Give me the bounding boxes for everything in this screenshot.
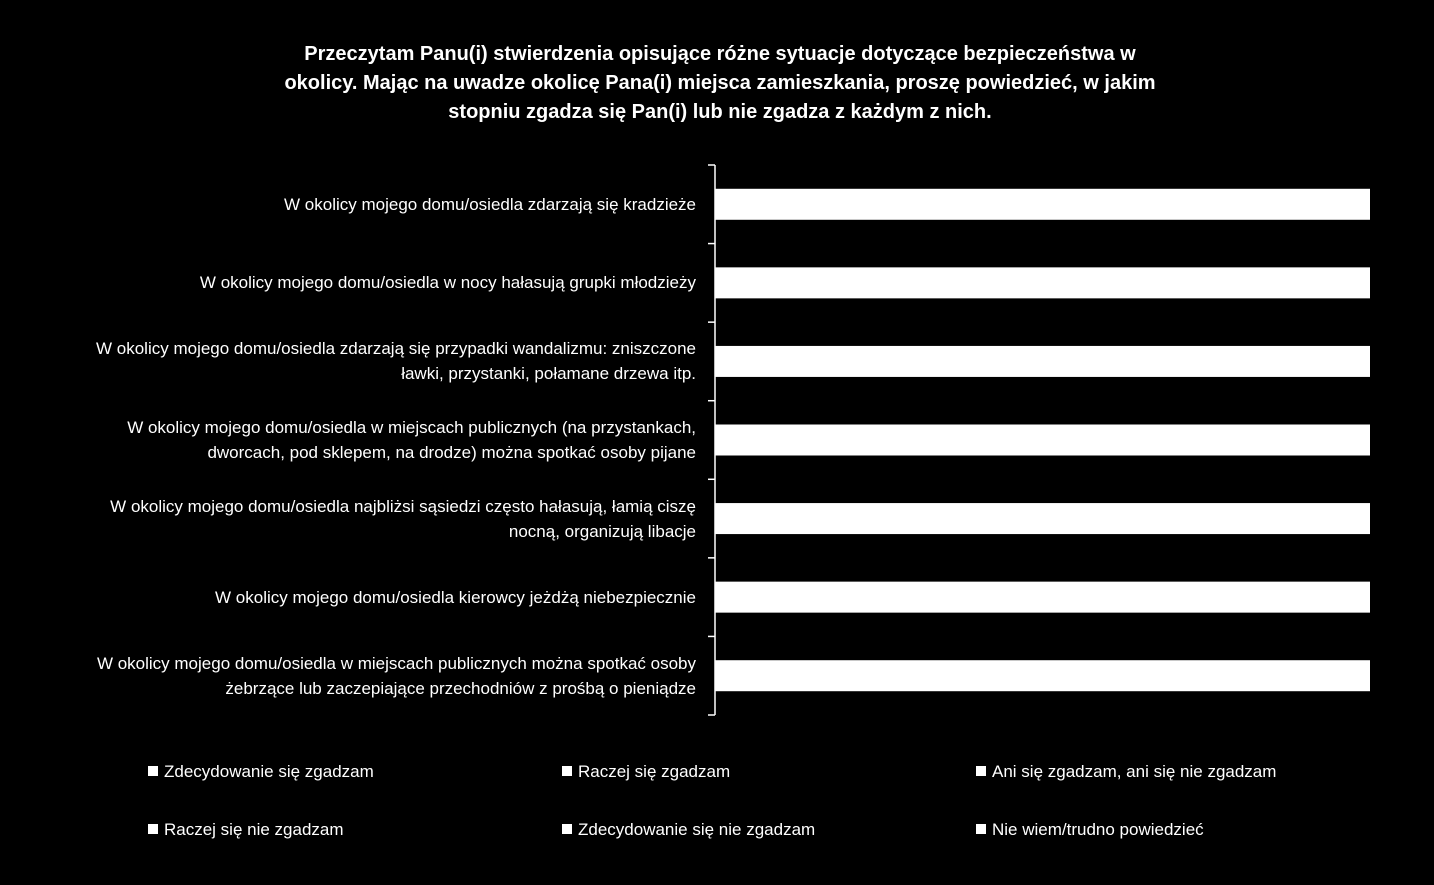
legend-label: Raczej się nie zgadzam — [164, 820, 344, 839]
legend-label: Zdecydowanie się nie zgadzam — [578, 820, 816, 839]
category-label-line: żebrzące lub zaczepiające przechodniów z prośbą o pieniądze — [225, 678, 696, 698]
bar — [715, 582, 1370, 613]
category-label-line: W okolicy mojego domu/osiedla najbliżsi sąsiedzi często hałasują, łamią ciszę — [110, 496, 696, 516]
category-label-line: ławki, przystanki, połamane drzewa itp. — [401, 364, 696, 384]
category-label — [6, 336, 696, 386]
category-label — [6, 270, 696, 295]
legend-item — [976, 819, 1204, 841]
legend-swatch — [562, 824, 572, 834]
chart-title-line: stopniu zgadza się Pan(i) lub nie zgadza z każdym z nich. — [448, 101, 992, 123]
legend-swatch — [562, 766, 572, 776]
category-label-line: W okolicy mojego domu/osiedla zdarzają się kradzieże — [284, 194, 696, 214]
category-label — [6, 651, 696, 701]
legend-item — [148, 819, 344, 841]
category-label-line: dworcach, pod sklepem, na drodze) można spotkać osoby pijane — [207, 443, 696, 462]
bar — [715, 503, 1370, 534]
legend-label: Raczej się zgadzam — [578, 762, 731, 781]
category-label — [6, 494, 696, 544]
category-label-line: W okolicy mojego domu/osiedla w miejscach publicznych można spotkać osoby — [96, 653, 696, 673]
legend-item — [562, 819, 815, 841]
chart-title-line: okolicy. Mając na uwadze okolicę Pana(i) miejsca zamieszkania, proszę powiedzieć, w jakim — [284, 72, 1156, 94]
category-label-line: W okolicy mojego domu/osiedla kierowcy jeżdżą niebezpiecznie — [215, 587, 696, 607]
category-label-line: W okolicy mojego domu/osiedla w miejscach publicznych (na przystankach, — [127, 418, 696, 437]
category-label-line: nocną, organizują libacje — [508, 521, 696, 541]
category-label-line: W okolicy mojego domu/osiedla zdarzają się przypadki wandalizmu: zniszczone — [96, 339, 696, 359]
bar — [715, 425, 1370, 456]
legend-swatch — [976, 766, 986, 776]
category-label-line: W okolicy mojego domu/osiedla w nocy hałasują grupki młodzieży — [199, 273, 696, 293]
bar — [715, 267, 1370, 298]
chart-title-line: Przeczytam Panu(i) stwierdzenia opisujące różne sytuacje dotyczące bezpieczeństwa w — [304, 43, 1136, 65]
legend-swatch — [148, 824, 158, 834]
category-label — [6, 415, 696, 465]
category-label — [6, 192, 696, 217]
legend-label: Nie wiem/trudno powiedzieć — [992, 820, 1204, 839]
bar — [715, 189, 1370, 220]
legend-item — [148, 761, 374, 783]
bar — [715, 346, 1370, 377]
legend-label: Ani się zgadzam, ani się nie zgadzam — [992, 762, 1277, 781]
legend-swatch — [976, 824, 986, 834]
category-label — [6, 585, 696, 610]
legend-swatch — [148, 766, 158, 776]
legend-item — [976, 761, 1276, 783]
legend-label: Zdecydowanie się zgadzam — [164, 762, 374, 781]
bar — [715, 660, 1370, 691]
legend-item — [562, 761, 730, 783]
